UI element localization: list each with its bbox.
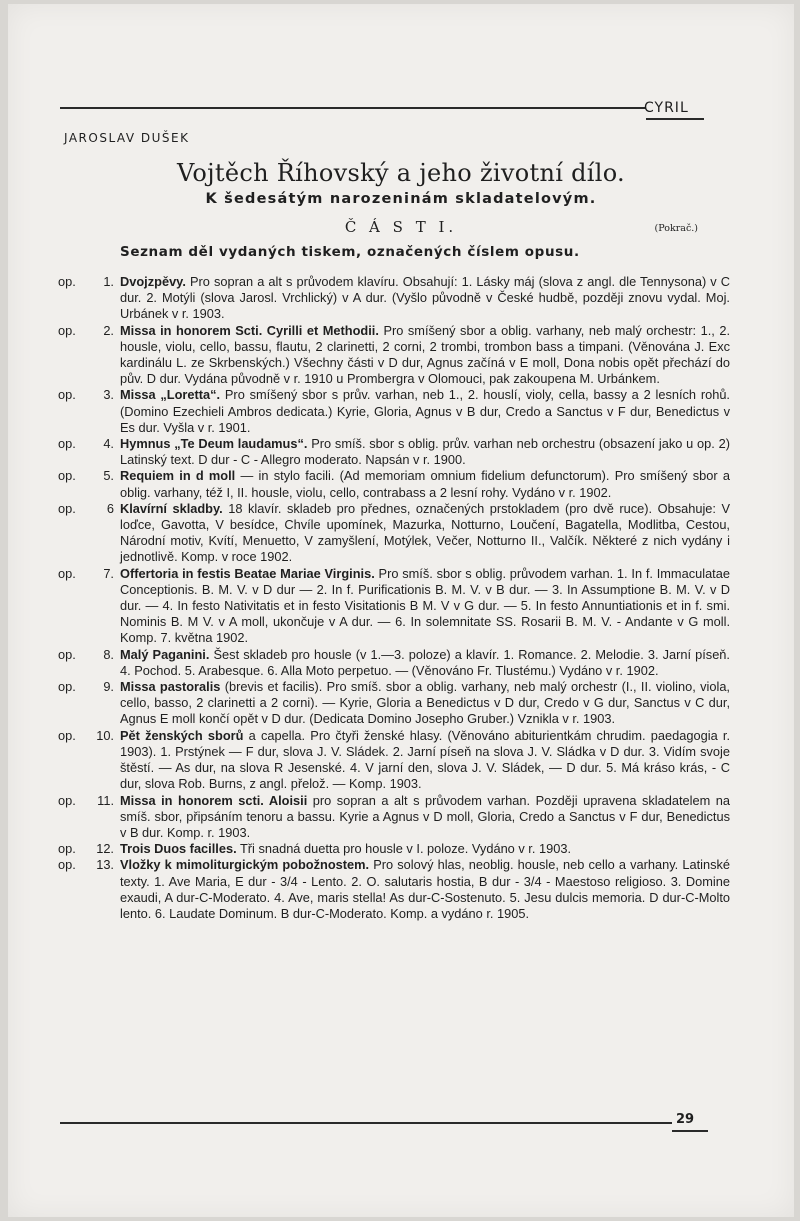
work-title: Pět ženských sborů [120, 727, 244, 743]
work-entry [50, 436, 730, 468]
work-title: Missa „Loretta“. [120, 387, 221, 403]
work-entry [50, 857, 730, 922]
work-entry [50, 728, 730, 793]
work-title: Missa pastoralis [120, 679, 221, 695]
journal-name: CYRIL [644, 100, 689, 116]
work-title: Malý Paganini. [120, 646, 210, 662]
opus-abbrev: op. [58, 500, 76, 516]
work-entry [50, 274, 730, 323]
work-title: Trois Duos facilles. [120, 841, 237, 857]
page-number-underline [672, 1130, 708, 1132]
opus-abbrev: op. [58, 792, 76, 808]
opus-number: 2. [103, 322, 114, 338]
page-sheet [8, 4, 794, 1217]
header-rule [60, 107, 646, 109]
opus-abbrev: op. [58, 468, 76, 484]
work-entry [50, 468, 730, 500]
work-description: Pro sopran a alt s průvodem klavíru. Obsahují: 1. Lásky máj (slova z angl. dle Tennysona) v C dur. 2. Motýli (slova Jarosl. Vrchlický) v A dur. (Vyšlo původně v České hudbě, později znovu vydal. Moj. Urbánek v r. 1903. [120, 274, 731, 322]
opus-label [58, 274, 120, 290]
work-description: (brevis et facilis). Pro smíš. sbor a oblig. varhany, neb malý orchestr (I., II. violino, viola, cello, basso, 2 clarinetti a 2 corni). — Kyrie, Gloria a Benedictus v D dur, Credo v G dur, Sanctus v C dur, Agnus E moll končí opět v D dur. (Dedicata Domino Josepho Gruber.) Vznikla v r. 1903. [120, 679, 730, 727]
page-number: 29 [676, 1112, 695, 1127]
works-list [50, 274, 730, 922]
opus-label [58, 793, 120, 809]
work-entry [50, 841, 730, 857]
opus-label [58, 323, 120, 339]
article-title: Vojtěch Říhovský a jeho životní dílo. [177, 159, 625, 187]
work-title: Offertoria in festis Beatae Mariae Virginis. [120, 565, 375, 581]
work-description: Tři snadná duetta pro housle v I. poloze. Vydáno v r. 1903. [239, 841, 572, 857]
author-name: JAROSLAV DUŠEK [64, 131, 190, 145]
work-title: Klavírní skladby. [120, 500, 223, 516]
opus-number: 13. [96, 857, 114, 873]
opus-abbrev: op. [58, 322, 76, 338]
opus-number: 3. [103, 387, 114, 403]
work-entry [50, 793, 730, 842]
opus-label [58, 841, 120, 857]
work-entry [50, 566, 730, 647]
work-description: Pro smíšený sbor s prův. varhan, neb 1., 2. houslí, violy, cella, bassy a 2 lesních rohů. (Domino Ezechieli Ambros dedicata.) Kyrie, Gloria, Agnus v B dur, Credo a Sanctus v F dur, Benedictus v Es dur. Vyšla v r. 1901. [120, 387, 730, 435]
work-description: — in stylo facili. (Ad memoriam omnium fidelium defunctorum). Pro smíšený sbor a oblig. varhany, též I, II. housle, violu, cello, contrabass a 2 lesní rohy. Vydáno v r. 1902. [120, 468, 730, 500]
opus-number: 11. [97, 792, 114, 808]
work-title: Hymnus „Te Deum laudamus“. [120, 436, 308, 452]
footer-rule [60, 1122, 672, 1124]
work-description: 18 klavír. skladeb pro přednes, označených prstokladem (pro dvě ruce). Obsahuje: V loďce, Gavotta, V besídce, Chvíle upomínek, Mazurka, Notturno, Loučení, Bagatella, Modlitba, Cestou, Národní motiv, Kvítí, Menuetto, V zamyšlení, Motýlek, Večer, Notturno II., Valčík. Některé z nich vydány i jednotlivě. Komp. v roce 1902. [120, 500, 731, 565]
work-description: Šest skladeb pro housle (v 1.—3. poloze) a klavír. 1. Romance. 2. Melodie. 3. Jarní píseň. 4. Pochod. 5. Arabesque. 6. Alla Moto perpetuo. — (Věnováno Fr. Tlustému.) Vydáno v r. 1902. [120, 646, 730, 678]
opus-abbrev: op. [58, 857, 76, 873]
work-entry [50, 387, 730, 436]
opus-abbrev: op. [58, 387, 76, 403]
work-entry [50, 501, 730, 566]
work-title: Missa in honorem scti. Aloisii [120, 792, 308, 808]
opus-number: 8. [103, 646, 114, 662]
opus-number: 4. [103, 436, 114, 452]
opus-number: 7. [103, 565, 114, 581]
opus-label [58, 387, 120, 403]
works-list-heading: Seznam děl vydaných tiskem, označených číslem opusu. [120, 244, 580, 260]
opus-label [58, 501, 120, 517]
opus-number: 12. [96, 841, 114, 857]
opus-label [58, 566, 120, 582]
work-description: a capella. Pro čtyři ženské hlasy. (Věnováno abiturientkám chrudim. paedagogia r. 1903). 1. Prstýnek — F dur, slova J. V. Sládek. 2. Jarní píseň na slova J. V. Sládka v D dur. 3. Vidím svoje štěstí. — As dur, na slova R Jesenské. 4. V jarní den, slova J. V. Sládek, — D dur. 5. Má kráso krás, - C dur, slova Rob. Burns, z angl. přelož. — Komp. 1903. [120, 727, 730, 792]
opus-number: 6 [106, 500, 114, 516]
part-label: Č Á S T I. [344, 218, 458, 236]
opus-abbrev: op. [58, 727, 76, 743]
journal-underline [646, 118, 704, 120]
work-title: Dvojzpěvy. [120, 274, 186, 289]
opus-number: 10. [96, 727, 114, 743]
work-title: Requiem in d moll [120, 468, 236, 484]
work-title: Missa in honorem Scti. Cyrilli et Methodii. [120, 322, 379, 338]
opus-number: 1. [103, 274, 114, 289]
opus-abbrev: op. [58, 436, 76, 452]
work-description: Pro smíš. sbor s oblig. průvodem varhan. 1. In f. Immaculatae Conceptionis. B. M. V. v D dur — 2. In f. Purificationis B. M. V. v B dur. — 3. In Assumptione B. M. V. v D dur. — 4. In festo Nativitatis et in festo Visitationis B M. V v G dur. — 5. In festo Annuntiationis et in f. smi. Nominis B. M V. v A moll, ukončuje v A dur. — 6. In solemnitate SS. Rosarii B. M. V. - Andante v G moll. Komp. 7. května 1902. [120, 565, 730, 646]
opus-abbrev: op. [58, 565, 76, 581]
work-title: Vložky k mimoliturgickým pobožnostem. [120, 857, 370, 873]
work-entry [50, 323, 730, 388]
opus-label [58, 468, 120, 484]
opus-label [58, 857, 120, 873]
opus-number: 9. [103, 679, 114, 695]
opus-abbrev: op. [58, 274, 76, 289]
article-subtitle: K šedesátým narozeninám skladatelovým. [205, 191, 597, 207]
work-description: Pro smíš. sbor s oblig. prův. varhan neb orchestru (obsazení jako u op. 2) Latinský text. D dur - C - Allegro moderato. Napsán v r. 1900. [120, 436, 730, 468]
work-entry [50, 647, 730, 679]
opus-label [58, 728, 120, 744]
opus-abbrev: op. [58, 841, 76, 857]
work-description: Pro smíšený sbor a oblig. varhany, neb malý orchestr: 1., 2. housle, violu, cello, bassu, flautu, 2 clarinetti, 2 corni, 2 trombi, trombon bass a timpani. (Věnována J. Exc kardinálu L. ze Skrbenských.) Všechny části v D dur, Agnus začíná v E moll, Dona nobis opět přechází do pův. D dur. Vydána původně v r. 1910 u Prombergra v Olomouci, pak zakoupena M. Urbánkem. [120, 322, 730, 387]
continuation-note: (Pokrač.) [654, 223, 698, 234]
opus-abbrev: op. [58, 646, 76, 662]
work-entry [50, 679, 730, 728]
opus-label [58, 679, 120, 695]
opus-number: 5. [103, 468, 114, 484]
opus-abbrev: op. [58, 679, 76, 695]
work-description: pro sopran a alt s průvodem varhan. Později upravena skladatelem na smíš. sbor, připsáním tenoru a bassu. Kyrie a Agnus v D moll, Gloria, Credo a Sanctus v F dur, Benedictus v B dur. Komp. r. 1903. [120, 792, 730, 840]
work-description: Pro solový hlas, neoblig. housle, neb cello a varhany. Latinské texty. 1. Ave Maria, E dur - 3/4 - Lento. 2. O. salutaris hostia, B dur - 3/4 - Maestoso religioso. 3. Domine exaudi, A dur-C-Moderato. 4. Ave, maris stella! As dur-C-Sostenuto. 5. Jesu dulcis memoria. D dur-C-Molto lento. 6. Laudate Dominum. B dur-C-Moderato. Komp. a vydáno r. 1905. [120, 857, 731, 921]
opus-label [58, 436, 120, 452]
opus-label [58, 647, 120, 663]
